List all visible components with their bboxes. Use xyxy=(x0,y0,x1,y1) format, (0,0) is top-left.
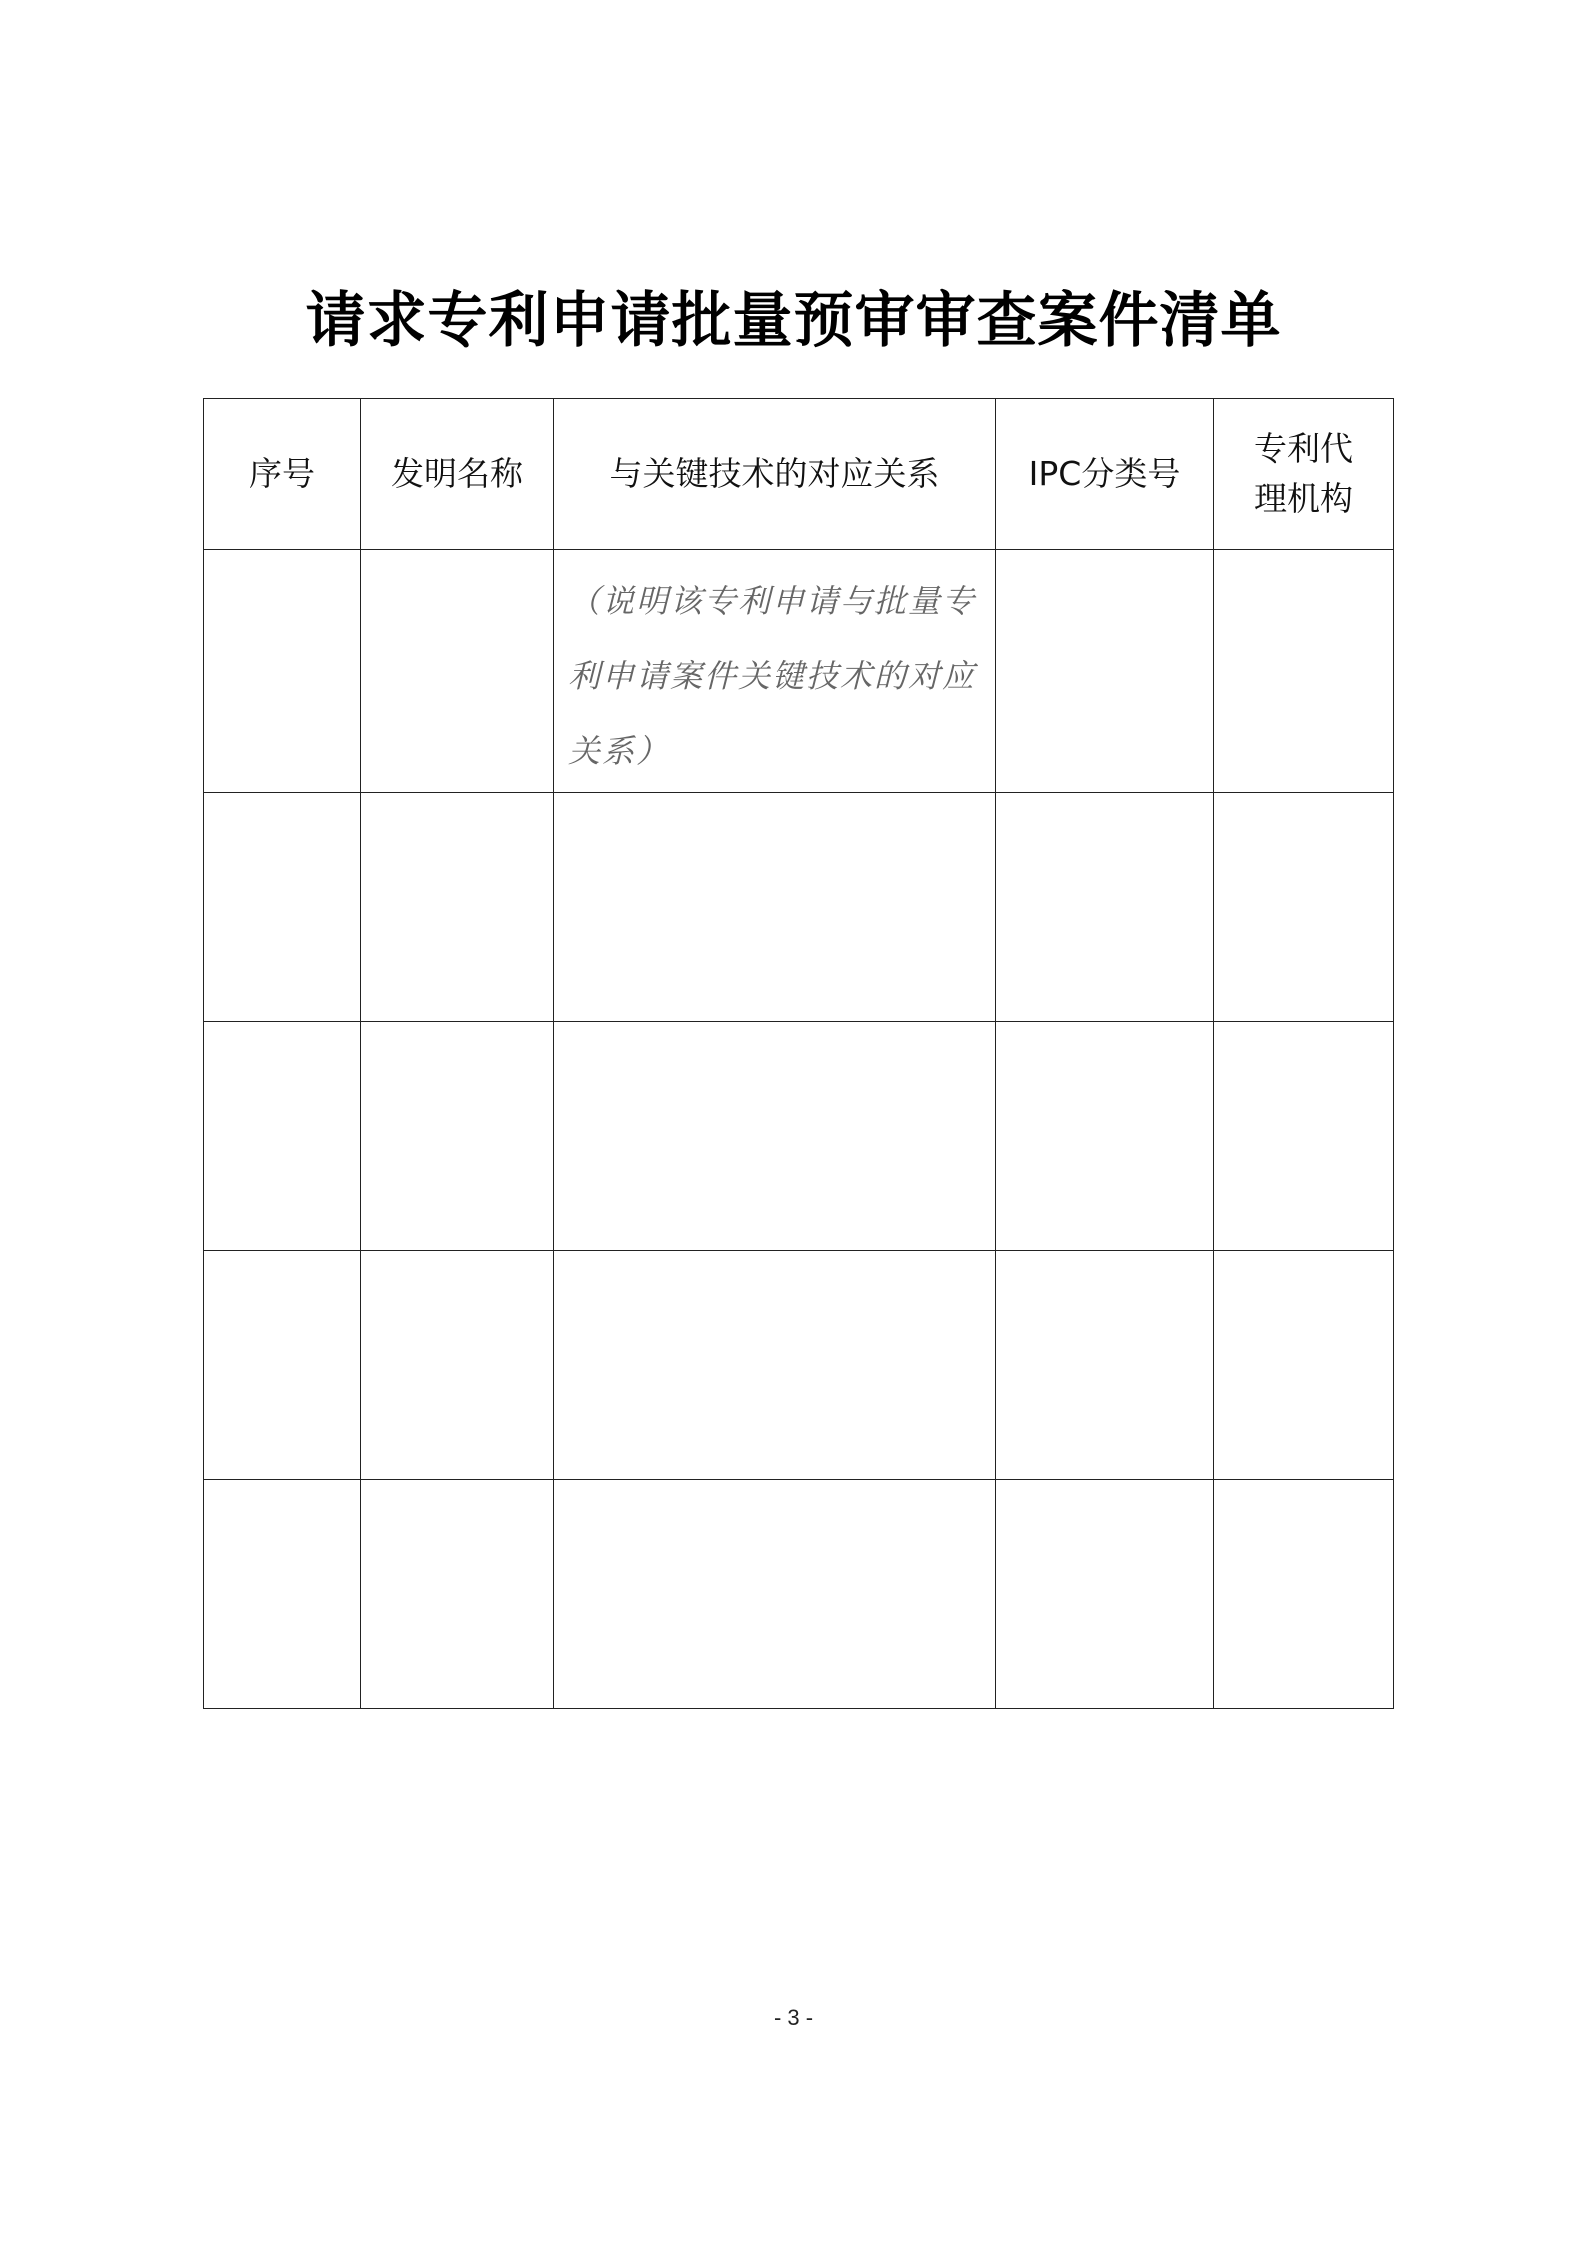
table-cell[interactable] xyxy=(554,1251,996,1480)
table-row xyxy=(204,1251,1394,1480)
table-cell[interactable] xyxy=(1214,1480,1394,1709)
relation-hint-cell[interactable]: （说明该专利申请与批量专利申请案件关键技术的对应关系） xyxy=(554,550,996,793)
table-row xyxy=(204,1022,1394,1251)
table-cell[interactable] xyxy=(204,793,361,1022)
table-row xyxy=(204,1480,1394,1709)
table-cell[interactable] xyxy=(204,550,361,793)
header-ipc-class: IPC分类号 xyxy=(996,399,1214,550)
table-cell[interactable] xyxy=(361,1251,554,1480)
header-key-technology-relation: 与关键技术的对应关系 xyxy=(554,399,996,550)
table-cell[interactable] xyxy=(1214,550,1394,793)
table-cell[interactable] xyxy=(996,1251,1214,1480)
table-cell[interactable] xyxy=(361,1480,554,1709)
header-patent-agency-line2: 理机构 xyxy=(1254,479,1353,518)
table-cell[interactable] xyxy=(996,1480,1214,1709)
table-cell[interactable] xyxy=(1214,1251,1394,1480)
table-header-row xyxy=(204,399,1394,550)
header-patent-agency-line1: 专利代 xyxy=(1254,429,1353,468)
case-list-table xyxy=(203,398,1394,1709)
table-cell[interactable] xyxy=(1214,1022,1394,1251)
header-serial-number: 序号 xyxy=(204,399,361,550)
table-cell[interactable] xyxy=(996,793,1214,1022)
table-cell[interactable] xyxy=(361,793,554,1022)
table-cell[interactable] xyxy=(361,1022,554,1251)
table-cell[interactable] xyxy=(1214,793,1394,1022)
table-row xyxy=(204,793,1394,1022)
table-cell[interactable] xyxy=(204,1251,361,1480)
page-number: - 3 - xyxy=(773,2005,814,2030)
header-patent-agency xyxy=(1214,399,1394,550)
header-invention-name: 发明名称 xyxy=(361,399,554,550)
table-cell[interactable] xyxy=(554,793,996,1022)
table-cell[interactable] xyxy=(361,550,554,793)
table-cell[interactable] xyxy=(554,1480,996,1709)
table-cell[interactable] xyxy=(996,1022,1214,1251)
table-cell[interactable] xyxy=(996,550,1214,793)
table-cell[interactable] xyxy=(204,1022,361,1251)
table-cell[interactable] xyxy=(554,1022,996,1251)
table-row xyxy=(204,550,1394,793)
table-cell[interactable] xyxy=(204,1480,361,1709)
document-title: 请求专利申请批量预审审查案件清单 xyxy=(305,286,1282,356)
